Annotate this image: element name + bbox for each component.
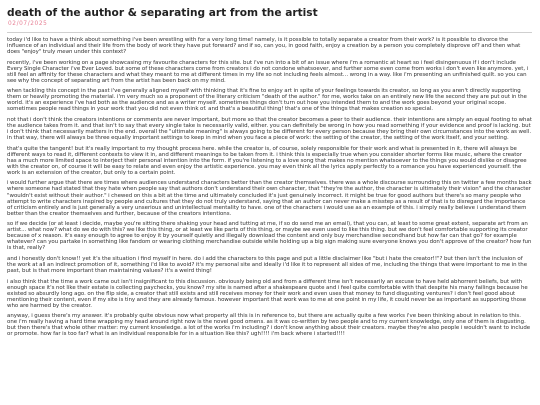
paragraph-text: anyway, i guess there's my answer. it's probably quite obvious now what property all this is in reference to, but there are actually quite a few works i've been thinking about in relation to this. one i'm really having a hard time wrapping my head around right now is the novel good omens. as it was co-written by two people and to my current knowledge, only one of them is disgusting. but then there's that whole other matter: my current knowledge. a lot of the works i'm including? i don't know anything about their creators. maybe they're also people i wouldn't want to include or promote. how far is too far? what is an individual responsible for in a situation like this? ugh!!!! i'm back where i started!!!!	[7, 313, 531, 338]
paragraph	[7, 313, 532, 337]
post-date: 02/07/2025	[8, 21, 48, 27]
paragraph	[7, 279, 532, 309]
post-body	[7, 37, 532, 338]
paragraph-text: recently, i've been working on a page showcasing my favourite characters for this site. but i've run into a bit of an issue where i'm a romantic at heart so i feel disingenuous if i don't include Every Single Character i've Ever Loved. but some of these characters come from creators i do not condone whatsoever, and further some even come from works i don't even like anymore. yet, i still feel an affinity for these characters and what they meant to me at different times in my life so not including feels almost... wrong in a way. like i'm presenting an unfinished quilt. so you can see why the concept of separating art from the artist has been back on my mind.	[7, 59, 529, 84]
post-title: death of the author & separating art from the artist	[7, 7, 318, 19]
emphasis-text: mean	[56, 49, 73, 56]
paragraph-text: that's quite the tangent! but it's really important to my thought process here. while the creator is, of course, solely responsible for their work and what is presented in it, there will always be different ways to read it, different contexts to view it in, and different meanings to be taken from it. i think this is especially true when you consider shorter forms like music, where the creator has a much more limited space to interject their personal intention into the form. if you're listening to a love song that makes no mention whatsoever to the things you would dislike or disagree with the creator on, of course it will be easy to relate and even enjoy the artistic experience. you may even think all the lyrics apply perfectly to a romance you have experienced yourself. the work is an extension of the creator, but only to a certain point.	[7, 145, 527, 176]
paragraph	[7, 37, 532, 55]
paragraph	[7, 146, 532, 176]
title-divider	[7, 32, 532, 33]
paragraph-text: today i'd like to have a think about something i've been wrestling with for a very long time! namely, is it possible to totally separate a creator from their work? is it possible to divorce the influence of an individual and their life from the body of work they have put forward? and if so, can you, in good faith, enjoy a creation by a person you completely disprove of? and then what does "enjoy" truly	[7, 37, 521, 56]
paragraph-text: not that i don't think the creators intentions or comments are never important, but more so that the creator becomes a peer to their audience. their intentions are simply an equal footing to what the audience takes from it. and that isn't to say that every single take is necessarily valid, either. you can definitely be wrong in how you read something if your evidence and proof is lacking. but i don't think that necessarily matters in the end. overall the "ultimate meaning" is always going to be different for every person because they bring their own circumstances into the work as well. in that way, there will always be three equally important settings to keep in mind when you face a piece of work: the setting of the creator, the setting of the work itself, and your setting.	[7, 117, 532, 142]
paragraph	[7, 88, 532, 112]
paragraph-text: and i honestly don't know!! yet it's the situation i find myself in here. do i add the characters to this page and put a little disclaimer like "but i hate the creator!!"? but then isn't the inclusion of the work at all an indirect promotion of it, something i'd like to avoid? it's my personal site and ideally i'd like it to represent all sides of me, including the things that were important to me in the past, but is that more important than maintaining values? it's a weird thing!	[7, 255, 528, 275]
paragraph-text: under this context?	[72, 49, 127, 56]
paragraph-text: i also think that the time a work came out isn't insignificant to this discussion. obviously being old and from a different time isn't necessarily an excuse to have held abhorrent beliefs, but with enough space it's not like their estate is collecting paychecks, you know? my site is named after a shakespeare quote and i feel quite comfortable with that despite his many failings because he existed so absurdly long ago. on the flip side, a creator that still exists and still receives money for their work and even uses that money to fund disgusting ventures? i don't feel good about mentioning their content, even if my site is tiny and they are already famous. however important that work was to me at one point in my life, it could never be as important as supporting those who are harmed by the creator.	[7, 278, 528, 309]
paragraph-text: so if we decide (or at least i decide, maybe you're sitting there shaking your head and tutting at me, if so do send me an email), that you can, at least to some great extent, separate art from an artist... what now? what do we do with this? we like this thing, or at least we like parts of this thing, or maybe we even used to like this thing. but we don't feel comfortable supporting its creator because of x reason. it's easy enough to agree to enjoy it by yourself quietly and illegally download the content and only buy merchandise secondhand but how far can that go? for example whatever? can you partake in something like fandom or wearing clothing merchandise outside while holding up a big sign making sure everyone knows you don't approve of the creator? how fun is that, really?	[7, 221, 532, 252]
paragraph	[7, 180, 532, 216]
paragraph	[7, 256, 532, 274]
paragraph-text: i would further argue that there are times where audiences understand characters better than the creator themselves. there was a whole discourse surrounding this on twitter a few months back where someone had stated that they hate when people say that authors don't understand their own character, that "they're the author, the character is ultimately their vision" and the character "wouldn't exist without their author." i chewed on this a bit at the time and ultimately concluded it's just genuinely incorrect. it might be true for good authors but there's so many people who attempt to write characters inspired by people and cultures that they do not truly understand, saying that an author can never make a misstep as a result of that is to disregard the importance of criticism entirely and is just generally a very unserious and unintellectual mentality to have. one of the characters i would use as an example of this. i simply really believe i understand them better than the creator themselves and further, because of the creators intentions.	[7, 180, 532, 217]
paragraph	[7, 60, 532, 84]
paragraph-text: when tackling this concept in the past i've generally aligned myself with thinking that it's fine to enjoy art in spite of your feelings towards its creator, so long as you aren't directly supporting them or heavily promoting the material. i'm very much so a proponent of the literary criticism "death of the author." for me, works take on an entirely new life the second they are put out in the world. it's an experience i've had both as the audience and as a writer myself. sometimes things don't turn out how you intended them to and the work goes beyond your original scope. sometimes people read things in your work that you did not even think of. and that's a beautiful thing! that's one of the things that makes creation so special.	[7, 88, 527, 113]
paragraph	[7, 117, 532, 141]
paragraph	[7, 221, 532, 251]
